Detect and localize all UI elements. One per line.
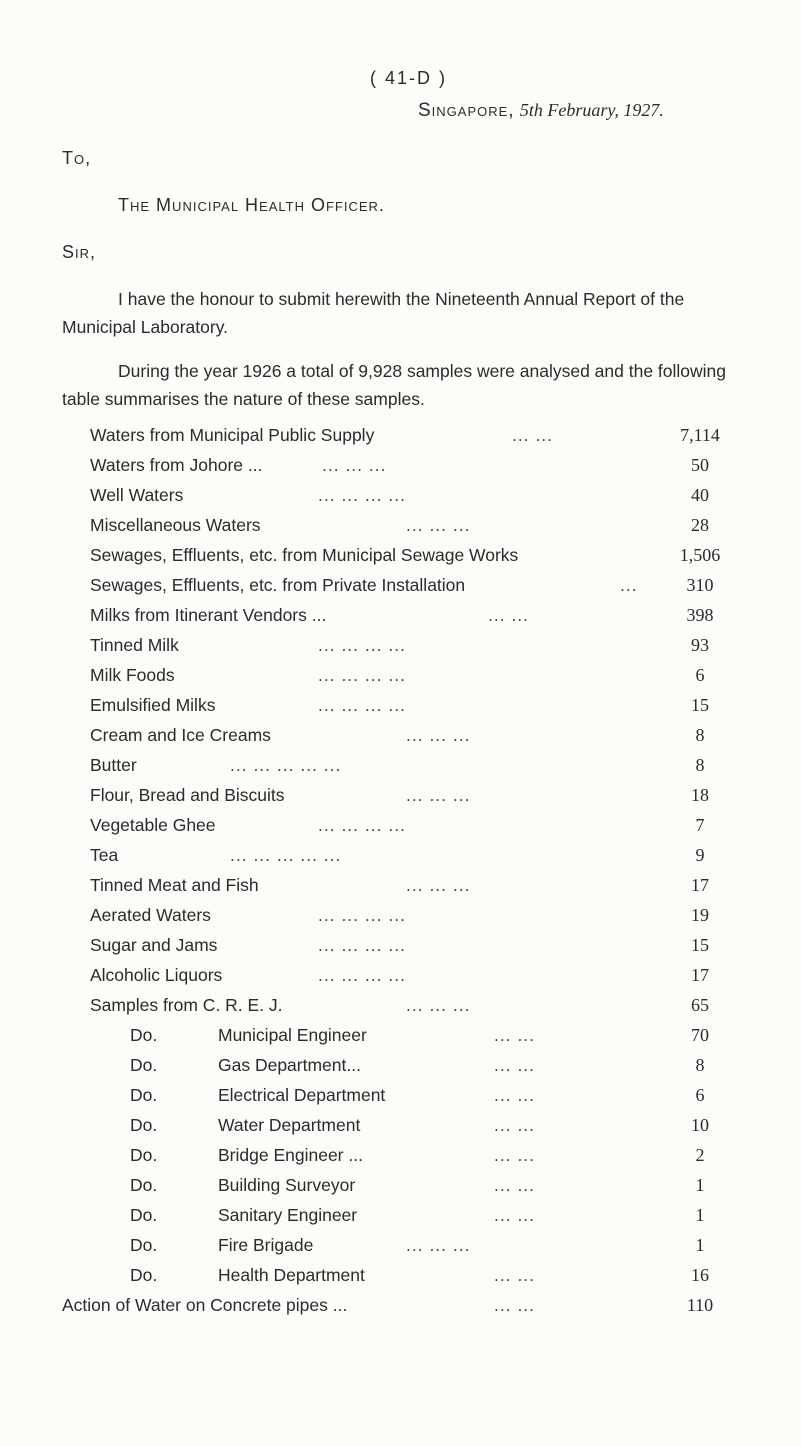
row-dots: ... ... ... ... ... <box>230 755 342 775</box>
row-label: Tinned Milk <box>90 635 179 655</box>
row-label: Tea <box>90 845 119 865</box>
table-row <box>90 1265 770 1291</box>
row-dots: ... ... ... <box>406 515 471 535</box>
row-value: 17 <box>691 875 709 895</box>
table-row <box>90 1025 770 1051</box>
row-dots: ... ... ... <box>406 1235 471 1255</box>
table-row <box>90 605 770 631</box>
table-row <box>90 1235 770 1261</box>
row-dots: ... ... <box>494 1085 536 1105</box>
row-value: 50 <box>691 455 709 475</box>
row-value: 70 <box>691 1025 709 1045</box>
row-dots: ... ... ... <box>322 455 387 475</box>
row-dots: ... ... <box>494 1055 536 1075</box>
row-dots: ... ... <box>494 1265 536 1285</box>
row-value: 7 <box>695 815 705 835</box>
department-name: Sanitary Engineer <box>218 1205 358 1225</box>
table-row <box>90 965 770 991</box>
row-value: 398 <box>686 605 714 625</box>
ditto-mark: Do. <box>130 1115 158 1135</box>
row-label: Waters from Johore ... <box>90 455 263 475</box>
table-row <box>90 695 770 721</box>
row-dots: ... ... ... <box>406 875 471 895</box>
row-label: Cream and Ice Creams <box>90 725 271 745</box>
ditto-mark: Do. <box>130 1055 158 1075</box>
row-label: Flour, Bread and Biscuits <box>90 785 285 805</box>
row-value: 93 <box>691 635 709 655</box>
table-row <box>90 1205 770 1231</box>
row-label: Miscellaneous Waters <box>90 515 261 535</box>
table-row <box>90 905 770 931</box>
department-name: Municipal Engineer <box>218 1025 367 1045</box>
row-dots: ... ... ... ... <box>318 935 406 955</box>
row-dots: ... ... <box>494 1295 536 1315</box>
row-dots: ... ... <box>494 1145 536 1165</box>
row-label: Sewages, Effluents, etc. from Private Installation <box>90 575 466 595</box>
row-value: 7,114 <box>680 425 720 445</box>
row-value: 1 <box>695 1175 705 1195</box>
table-row <box>90 875 770 901</box>
row-dots: ... ... <box>494 1025 536 1045</box>
department-name: Water Department <box>218 1115 361 1135</box>
row-label: Sewages, Effluents, etc. from Municipal Sewage Works <box>90 545 519 565</box>
row-label: Well Waters <box>90 485 184 505</box>
row-value: 2 <box>695 1145 705 1165</box>
table-row <box>90 755 770 781</box>
paragraph-intro: I have the honour to submit herewith the Nineteenth Annual Report of the Municipal Laboratory. <box>62 289 685 337</box>
row-dots: ... ... <box>494 1115 536 1135</box>
row-label: Milks from Itinerant Vendors ... <box>90 605 327 625</box>
row-label: Waters from Municipal Public Supply <box>90 425 375 445</box>
row-dots: ... <box>620 575 638 595</box>
table-row <box>90 1115 770 1141</box>
row-label: Sugar and Jams <box>90 935 218 955</box>
row-label: Tinned Meat and Fish <box>90 875 259 895</box>
dateline <box>418 100 664 122</box>
table-row <box>90 635 770 661</box>
table-row <box>90 1085 770 1111</box>
table-row <box>90 935 770 961</box>
page-number: ( 41-D ) <box>370 68 448 88</box>
table-row <box>90 815 770 841</box>
ditto-mark: Do. <box>130 1025 158 1045</box>
row-dots: ... ... ... ... <box>318 965 406 985</box>
row-value: 9 <box>695 845 705 865</box>
row-dots: ... ... ... <box>406 725 471 745</box>
table-row <box>90 485 770 511</box>
table-row <box>90 515 770 541</box>
ditto-mark: Do. <box>130 1235 158 1255</box>
row-value: 15 <box>691 695 709 715</box>
row-dots: ... ... <box>512 425 554 445</box>
row-value: 18 <box>691 785 709 805</box>
row-dots: ... ... ... ... <box>318 665 406 685</box>
table-row <box>90 575 770 601</box>
row-dots: ... ... ... ... <box>318 905 406 925</box>
row-dots: ... ... ... ... ... <box>230 845 342 865</box>
row-label: Alcoholic Liquors <box>90 965 223 985</box>
row-label: Action of Water on Concrete pipes ... <box>62 1295 348 1315</box>
table-row <box>90 455 770 481</box>
row-value: 6 <box>695 1085 705 1105</box>
table-row <box>90 1055 770 1081</box>
salutation: Sir, <box>62 242 97 262</box>
row-value: 310 <box>686 575 714 595</box>
table-row <box>90 785 770 811</box>
department-name: Bridge Engineer ... <box>218 1145 363 1165</box>
department-name: Health Department <box>218 1265 365 1285</box>
row-label: Milk Foods <box>90 665 175 685</box>
department-name: Building Surveyor <box>218 1175 356 1195</box>
row-value: 16 <box>691 1265 709 1285</box>
table-row <box>90 1175 770 1201</box>
department-name: Electrical Department <box>218 1085 386 1105</box>
paragraph-summary: During the year 1926 a total of 9,928 samples were analysed and the following table summarises the nature of these samples. <box>62 361 727 409</box>
row-value: 1 <box>695 1235 705 1255</box>
row-dots: ... ... <box>494 1205 536 1225</box>
department-name: Fire Brigade <box>218 1235 314 1255</box>
row-value: 15 <box>691 935 709 955</box>
table-row <box>90 995 770 1021</box>
row-label: Butter <box>90 755 137 775</box>
row-label: Emulsified Milks <box>90 695 216 715</box>
ditto-mark: Do. <box>130 1085 158 1105</box>
table-row <box>90 1145 770 1171</box>
row-value: 19 <box>691 905 709 925</box>
dateline-date: 5th February, 1927. <box>519 100 664 120</box>
ditto-mark: Do. <box>130 1145 158 1165</box>
row-dots: ... ... ... ... <box>318 815 406 835</box>
row-dots: ... ... <box>494 1175 536 1195</box>
row-value: 110 <box>686 1295 714 1315</box>
row-value: 10 <box>691 1115 709 1135</box>
row-value: 65 <box>691 995 709 1015</box>
letter-to: To, <box>62 148 92 168</box>
row-dots: ... ... ... <box>406 995 471 1015</box>
row-dots: ... ... ... <box>406 785 471 805</box>
row-value: 40 <box>691 485 709 505</box>
ditto-mark: Do. <box>130 1175 158 1195</box>
row-dots: ... ... ... ... <box>318 635 406 655</box>
table-row <box>90 545 770 571</box>
row-label: Aerated Waters <box>90 905 211 925</box>
row-value: 6 <box>695 665 705 685</box>
ditto-mark: Do. <box>130 1205 158 1225</box>
table-row <box>90 725 770 751</box>
row-dots: ... ... ... ... <box>318 485 406 505</box>
dateline-place: Singapore, <box>418 100 515 121</box>
department-name: Gas Department... <box>218 1055 361 1075</box>
row-label: Vegetable Ghee <box>90 815 216 835</box>
row-value: 8 <box>695 725 705 745</box>
addressee: The Municipal Health Officer. <box>118 195 385 215</box>
table-row <box>90 425 770 451</box>
row-value: 28 <box>691 515 709 535</box>
table-row <box>90 845 770 871</box>
table-row <box>90 665 770 691</box>
row-value: 8 <box>695 755 705 775</box>
row-value: 8 <box>695 1055 705 1075</box>
ditto-mark: Do. <box>130 1265 158 1285</box>
row-value: 17 <box>691 965 709 985</box>
table-row <box>62 1295 770 1321</box>
row-value: 1 <box>695 1205 705 1225</box>
row-dots: ... ... ... ... <box>318 695 406 715</box>
row-label: Samples from C. R. E. J. <box>90 995 283 1015</box>
row-dots: ... ... <box>488 605 530 625</box>
row-value: 1,506 <box>679 545 721 565</box>
